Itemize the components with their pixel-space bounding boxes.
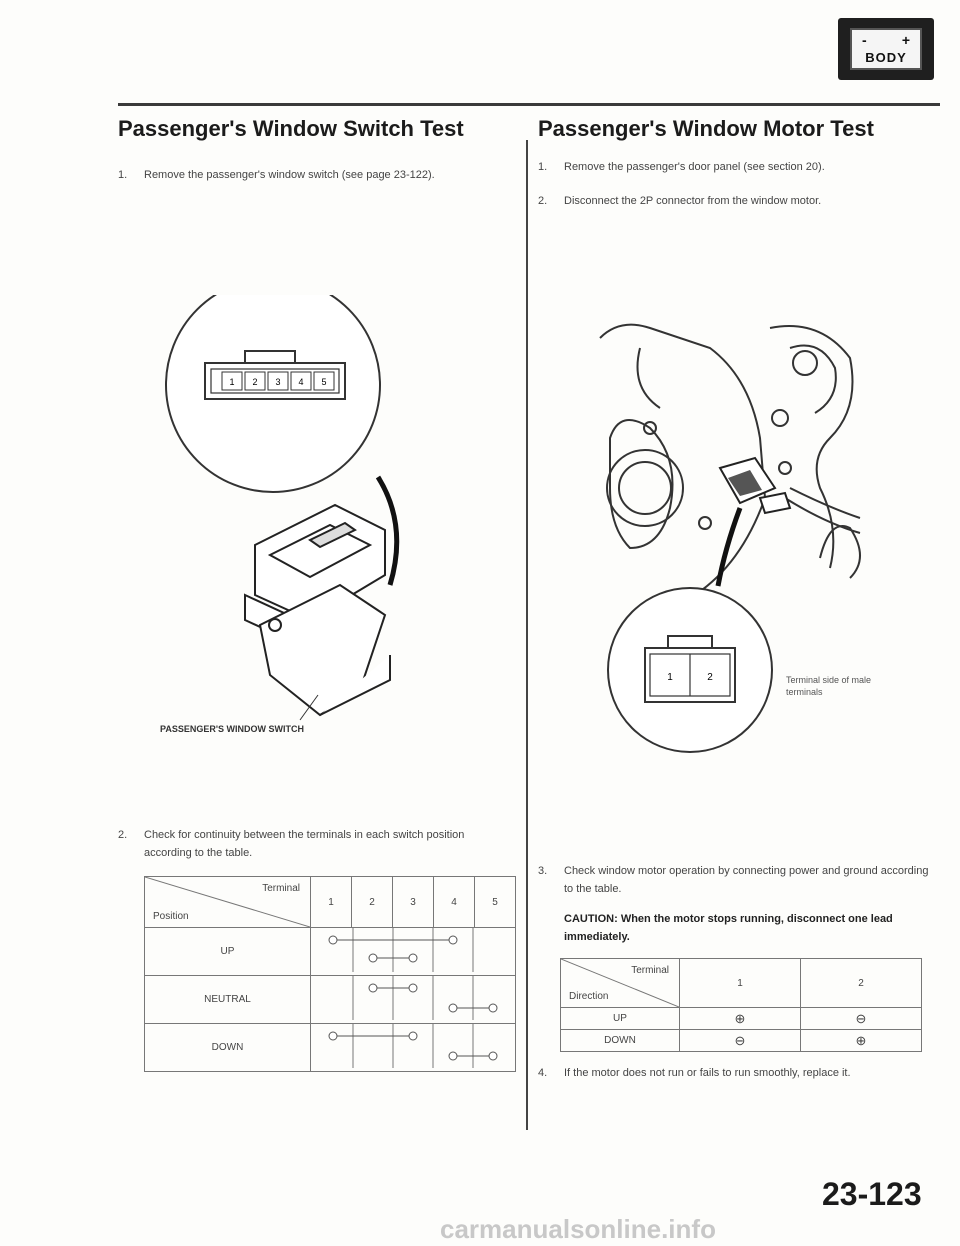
- terminal-label: 1: [229, 377, 235, 387]
- continuity-neutral-diagram: [313, 976, 513, 1020]
- step-text: Remove the passenger's door panel (see section 20).: [564, 161, 825, 173]
- step-text: Disconnect the 2P connector from the window motor.: [564, 195, 822, 207]
- motor-step-1: [538, 158, 938, 176]
- column-header: 1: [680, 959, 801, 1008]
- continuity-up-diagram: [313, 928, 513, 972]
- terminal-label: 2: [707, 672, 713, 683]
- terminal-label: 5: [321, 377, 327, 387]
- polarity-cell: ⊕: [680, 1008, 801, 1030]
- column-header: 4: [434, 877, 475, 928]
- step-number: 2.: [538, 195, 548, 207]
- switch-test-title: Passenger's Window Switch Test: [118, 116, 464, 141]
- switch-figure-label: PASSENGER'S WINDOW SWITCH: [160, 724, 304, 734]
- switch-continuity-table: [144, 876, 516, 1072]
- continuity-cell: [311, 928, 516, 976]
- step-number: 3.: [538, 865, 548, 877]
- step-text: Check for continuity between the terminals in each switch position according to the table.: [144, 829, 465, 859]
- header-position: Position: [153, 911, 189, 922]
- watermark: carmanualsonline.info: [440, 1214, 716, 1244]
- motor-step-3: [538, 862, 938, 898]
- connector-callout: Terminal side of male terminals: [786, 675, 872, 697]
- table-row: [145, 1024, 516, 1072]
- motor-step-4: [538, 1064, 938, 1082]
- table-row: [561, 1008, 922, 1030]
- motor-test-title: Passenger's Window Motor Test: [538, 116, 874, 141]
- badge-label: BODY: [865, 50, 907, 65]
- table-corner-header: [145, 877, 311, 928]
- battery-icon: [850, 28, 922, 70]
- table-corner-header: [561, 959, 680, 1008]
- door-inner-panel: [600, 325, 860, 598]
- badge-minus: -: [862, 32, 867, 48]
- step-text: Check window motor operation by connecting power and ground according to the table.: [564, 865, 929, 895]
- polarity-cell: ⊖: [680, 1030, 801, 1052]
- row-label: UP: [561, 1008, 680, 1030]
- header-terminal: Terminal: [262, 883, 300, 894]
- polarity-cell: ⊕: [801, 1030, 922, 1052]
- caution-note: CAUTION: When the motor stops running, disconnect one lead immediately.: [564, 913, 893, 943]
- row-label: UP: [145, 928, 311, 976]
- column-header: 1: [311, 877, 352, 928]
- page-number: 23-123: [822, 1176, 922, 1212]
- continuity-down-diagram: [313, 1024, 513, 1068]
- window-switch-body: [245, 505, 390, 715]
- step-number: 1.: [538, 161, 548, 173]
- step-number: 1.: [118, 169, 128, 181]
- body-section-badge: [838, 18, 934, 80]
- column-header: 2: [801, 959, 922, 1008]
- row-label: DOWN: [561, 1030, 680, 1052]
- switch-step-1: [118, 166, 508, 184]
- header-direction: Direction: [569, 991, 609, 1002]
- column-header: 3: [393, 877, 434, 928]
- row-label: DOWN: [145, 1024, 311, 1072]
- continuity-cell: [311, 976, 516, 1024]
- window-switch-illustration: [150, 295, 470, 725]
- step-number: 2.: [118, 829, 128, 841]
- column-divider: [526, 140, 528, 1130]
- table-row: [561, 1030, 922, 1052]
- row-label: NEUTRAL: [145, 976, 311, 1024]
- switch-step-2: [118, 826, 508, 862]
- column-header: 5: [475, 877, 516, 928]
- badge-plus: +: [901, 32, 910, 48]
- table-row: [145, 976, 516, 1024]
- motor-step-2: [538, 192, 938, 210]
- motor-operation-table: [560, 958, 922, 1052]
- continuity-cell: [311, 1024, 516, 1072]
- terminal-label: 2: [252, 377, 258, 387]
- terminal-label: 1: [667, 672, 673, 683]
- step-number: 4.: [538, 1067, 548, 1079]
- step-text: Remove the passenger's window switch (see page 23-122).: [144, 169, 435, 181]
- table-row: [145, 928, 516, 976]
- terminal-label: 3: [275, 377, 281, 387]
- step-text: If the motor does not run or fails to run smoothly, replace it.: [564, 1067, 851, 1079]
- header-rule: [118, 103, 940, 106]
- terminal-label: 4: [298, 377, 304, 387]
- column-header: 2: [352, 877, 393, 928]
- header-terminal: Terminal: [631, 965, 669, 976]
- polarity-cell: ⊖: [801, 1008, 922, 1030]
